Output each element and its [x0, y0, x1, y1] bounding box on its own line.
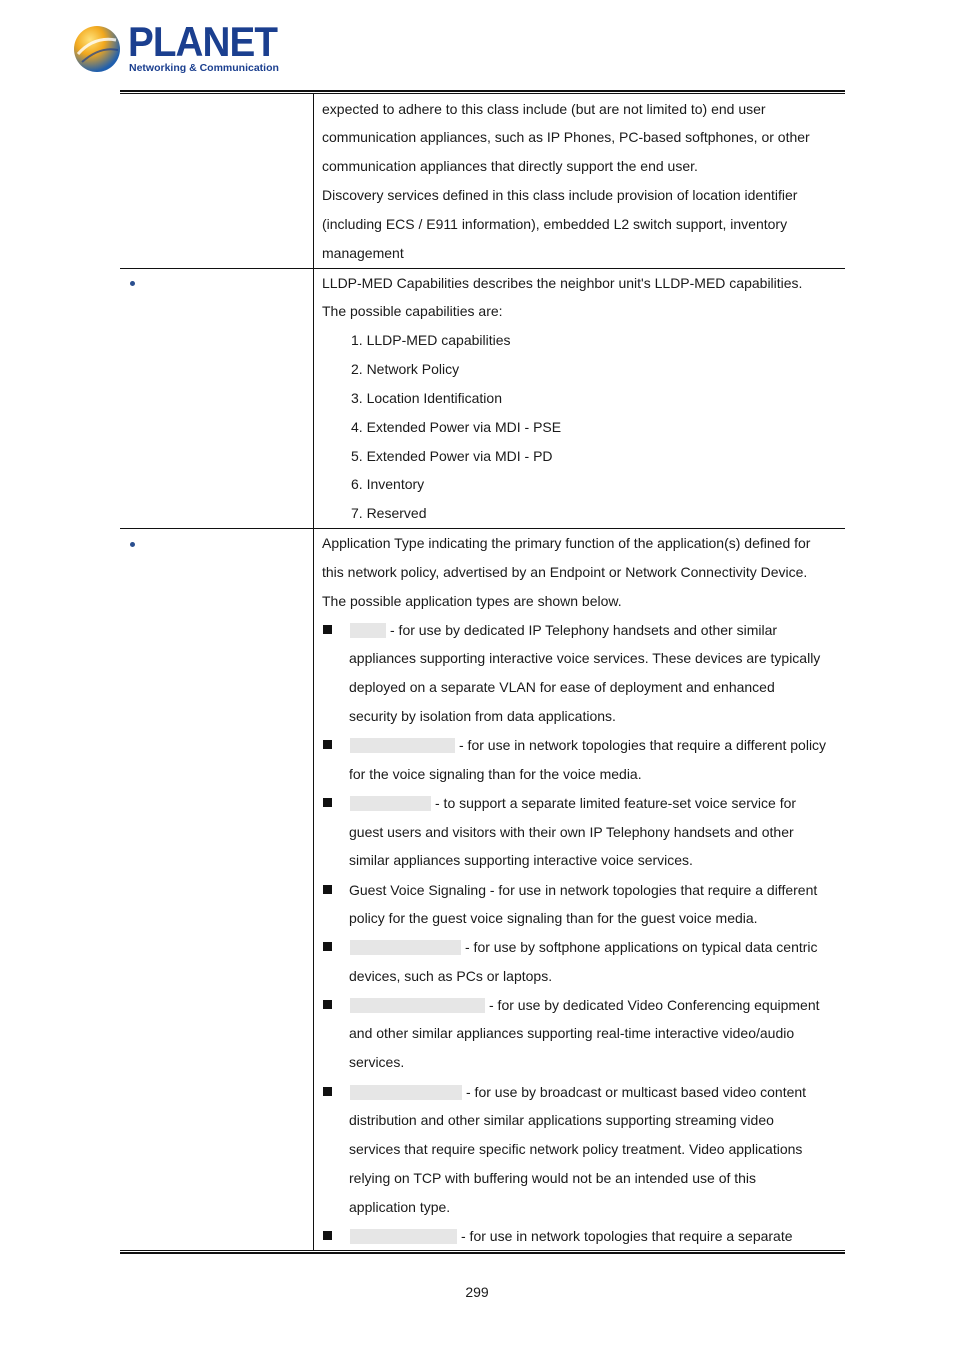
row1-line: communication appliances that directly support the end user. [322, 158, 698, 174]
app-type-line: services that require specific network policy treatment. Video applications [349, 1141, 803, 1157]
app-type-line: application type. [349, 1199, 451, 1215]
square-bullet-icon [323, 625, 332, 634]
row2-line: LLDP-MED Capabilities describes the neighbor unit's LLDP-MED capabilities. [322, 275, 803, 291]
app-type-line: and other similar appliances supporting real-time interactive video/audio [349, 1025, 795, 1041]
table-bottom-rule-inner [120, 1250, 845, 1251]
app-type-line: - for use in network topologies that require a separate [461, 1228, 793, 1244]
redacted-label [350, 796, 431, 811]
app-type-line: - for use by softphone applications on typical data centric [465, 939, 818, 955]
row2-line: The possible capabilities are: [322, 303, 503, 319]
square-bullet-icon [323, 740, 332, 749]
planet-logo [72, 18, 279, 80]
app-type-line: - for use by dedicated IP Telephony handsets and other similar [390, 622, 778, 638]
redacted-label [350, 623, 386, 638]
app-type-line: guest users and visitors with their own IP Telephony handsets and other [349, 824, 794, 840]
globe-icon [72, 24, 122, 74]
row1-line: Discovery services defined in this class include provision of location identifier [322, 187, 798, 203]
capability-item: 2. Network Policy [351, 361, 460, 377]
redacted-label [350, 1229, 457, 1244]
app-type-line: services. [349, 1054, 405, 1070]
table-top-rule-inner [120, 93, 845, 94]
square-bullet-icon [323, 885, 332, 894]
row3-line: The possible application types are shown below. [322, 593, 622, 609]
capability-item: 5. Extended Power via MDI - PD [351, 448, 553, 464]
app-type-line: relying on TCP with buffering would not be an intended use of this [349, 1170, 757, 1186]
app-type-line: distribution and other similar applications supporting streaming video [349, 1112, 774, 1128]
square-bullet-icon [323, 942, 332, 951]
app-type-line: - for use by dedicated Video Conferencing equipment [489, 997, 820, 1013]
square-bullet-icon [323, 1231, 332, 1240]
app-type-line: Guest Voice Signaling - for use in network topologies that require a different [349, 882, 818, 898]
capability-item: 4. Extended Power via MDI - PSE [351, 419, 562, 435]
row1-line: communication appliances, such as IP Phones, PC-based softphones, or other [322, 129, 810, 145]
square-bullet-icon [323, 1000, 332, 1009]
row3-line: this network policy, advertised by an Endpoint or Network Connectivity Device. [322, 564, 808, 580]
app-type-line: for the voice signaling than for the voice media. [349, 766, 642, 782]
capability-item: 3. Location Identification [351, 390, 502, 406]
square-bullet-icon [323, 1087, 332, 1096]
app-type-line: deployed on a separate VLAN for ease of deployment and enhanced [349, 679, 775, 695]
row1-line: expected to adhere to this class include (but are not limited to) end user [322, 101, 766, 117]
brand-name: PLANET [128, 18, 278, 65]
page-number: 299 [465, 1284, 489, 1300]
row3-bullet [130, 542, 135, 547]
square-bullet-icon [323, 798, 332, 807]
row2-bullet [130, 281, 135, 286]
capability-item: 6. Inventory [351, 476, 425, 492]
row1-line: (including ECS / E911 information), embedded L2 switch support, inventory [322, 216, 788, 232]
capability-item: 7. Reserved [351, 505, 427, 521]
table-top-rule [120, 90, 845, 92]
app-type-line: security by isolation from data applications. [349, 708, 616, 724]
row-separator [120, 268, 845, 269]
row3-line: Application Type indicating the primary function of the application(s) defined for [322, 535, 811, 551]
row-separator [120, 528, 845, 529]
redacted-label [350, 940, 461, 955]
app-type-line: policy for the guest voice signaling than for the guest voice media. [349, 910, 758, 926]
brand-tagline: Networking & Communication [129, 62, 279, 74]
redacted-label [350, 998, 485, 1013]
table-bottom-rule [120, 1252, 845, 1254]
capability-item: 1. LLDP-MED capabilities [351, 332, 511, 348]
row1-line: management [322, 245, 404, 261]
redacted-label [350, 738, 455, 753]
redacted-label [350, 1085, 462, 1100]
app-type-line: - to support a separate limited feature-set voice service for [435, 795, 797, 811]
app-type-line: - for use in network topologies that require a different policy [459, 737, 827, 753]
app-type-line: - for use by broadcast or multicast based video content [466, 1084, 807, 1100]
app-type-line: appliances supporting interactive voice services. These devices are typically [349, 650, 821, 666]
app-type-line: similar appliances supporting interactive voice services. [349, 852, 693, 868]
app-type-line: devices, such as PCs or laptops. [349, 968, 553, 984]
